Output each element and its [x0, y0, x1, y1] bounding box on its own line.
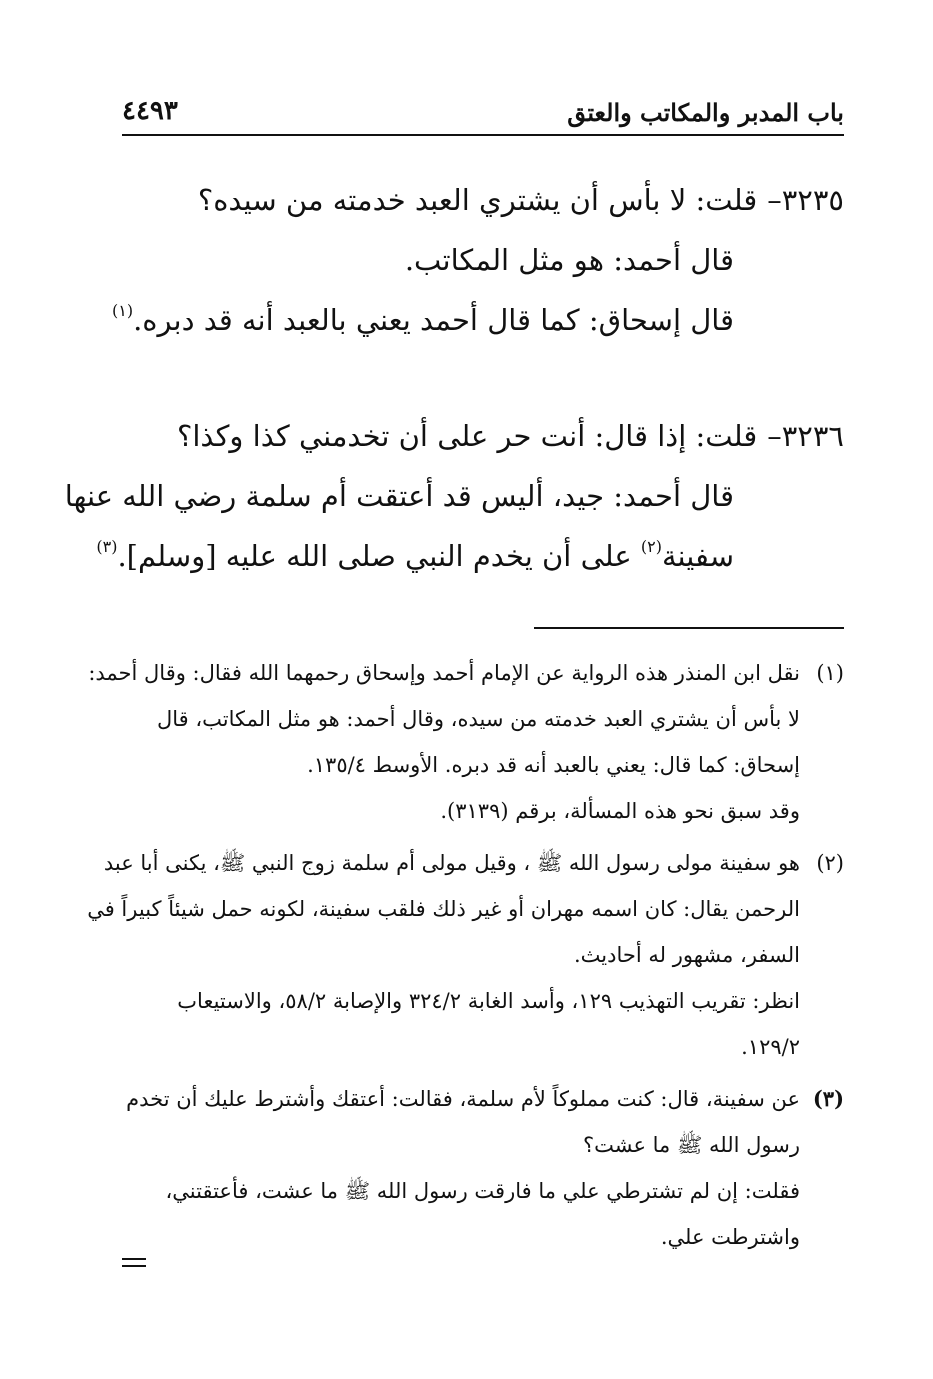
footnote-line: واشترطت علي.	[660, 1225, 800, 1249]
footnote-ref-1[interactable]: (١)	[111, 301, 134, 320]
continuation-bar-top	[122, 1258, 146, 1260]
footnote-label: (١)	[816, 661, 844, 685]
ahmad-answer-continued	[96, 526, 844, 586]
footnote-line: إسحاق: كما قال: يعني بالعبد أنه قد دبره. الأوسط ١٣٥/٤.	[307, 753, 800, 777]
footnote-label: (٣)	[812, 1086, 844, 1111]
footnote-line: رسول الله ﷺ ما عشت؟	[582, 1133, 800, 1157]
footnote-line: فقلت: إن لم تشترطي علي ما فارقت رسول الله ﷺ ما عشت، فأعتقتني،	[165, 1179, 800, 1203]
footnote-2	[87, 840, 844, 1070]
footnote-1	[88, 650, 844, 834]
footnote-line: الرحمن يقال: كان اسمه مهران أو غير ذلك فلقب سفينة، لكونه حمل شيئاً كبيراً في	[87, 897, 800, 921]
question-text: قلت: لا بأس أن يشتري العبد خدمته من سيده؟	[197, 183, 758, 217]
footnote-line: انظر: تقريب التهذيب ١٢٩، وأسد الغابة ٣٢٤/٢ والإصابة ٥٨/٢، والاستيعاب	[177, 989, 800, 1013]
answer-text-b: على أن يخدم النبي صلى الله عليه [وسلم].	[117, 539, 641, 573]
footnote-3	[122, 1076, 844, 1260]
continuation-bar-bottom	[122, 1265, 146, 1267]
footnote-line: عن سفينة، قال: كنت مملوكاً لأم سلمة، فقالت: أعتقك وأشترط عليك أن تخدم	[126, 1087, 800, 1111]
entry-question	[122, 406, 844, 466]
footnote-line: السفر، مشهور له أحاديث.	[574, 943, 800, 967]
footnote-body	[88, 650, 844, 834]
ishaq-answer	[111, 290, 844, 350]
entry-3235	[111, 170, 844, 350]
answer-text-a: سفينة	[661, 539, 734, 573]
page-header	[122, 90, 844, 134]
page-number: ٤٤٩٣	[122, 96, 178, 126]
footnotes	[87, 650, 844, 1266]
footnote-ref-2[interactable]: (٢)	[640, 537, 662, 556]
footnote-label: (٢)	[816, 851, 844, 875]
continuation-mark	[122, 1258, 146, 1268]
footnote-ref-3[interactable]: (٣)	[96, 537, 118, 556]
footnote-body	[87, 840, 844, 1070]
footnote-line: وقد سبق نحو هذه المسألة، برقم (٣١٣٩).	[440, 799, 800, 823]
footnote-line: ١٢٩/٢.	[741, 1035, 800, 1059]
footnote-line: لا بأس أن يشتري العبد خدمته من سيده، وقال أحمد: هو مثل المكاتب، قال	[157, 707, 800, 731]
footnote-separator	[534, 627, 844, 629]
footnote-line: هو سفينة مولى رسول الله ﷺ ، وقيل مولى أم سلمة زوج النبي ﷺ، يكنى أبا عبد	[103, 851, 800, 875]
header-rule	[122, 134, 844, 136]
running-title: باب المدبر والمكاتب والعتق	[567, 98, 844, 127]
entry-3236	[64, 406, 844, 586]
question-text: قلت: إذا قال: أنت حر على أن تخدمني كذا وكذا؟	[176, 419, 758, 453]
footnote-body	[122, 1076, 844, 1260]
footnote-line: نقل ابن المنذر هذه الرواية عن الإمام أحمد وإسحاق رحمهما الله فقال: وقال أحمد:	[88, 661, 800, 685]
main-text	[64, 170, 844, 586]
ahmad-answer: قال أحمد: جيد، أليس قد أعتقت أم سلمة رضي الله عنها	[64, 479, 734, 513]
ishaq-answer-text: قال إسحاق: كما قال أحمد يعني بالعبد أنه قد دبره.	[133, 303, 734, 337]
entry-number: ٣٢٣٥–	[767, 183, 844, 217]
ahmad-answer: قال أحمد: هو مثل المكاتب.	[404, 243, 734, 277]
entry-number: ٣٢٣٦–	[767, 419, 844, 453]
entry-question	[122, 170, 844, 230]
